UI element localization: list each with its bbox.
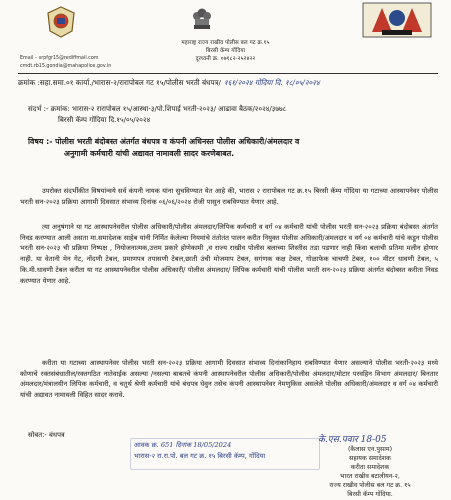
signatory-name: (कैलास एन.पुसाम): [347, 446, 393, 453]
state-emblem-icon: [188, 3, 216, 33]
paragraph-3: करीता या गटाच्या आस्थापनेवर पोलीस भरती सन-२०२३ प्रक्रिया आगामी दिवसात संभाव्य दिनांकानिहाय राबविण्यात येणार असल्याने पोलीस भरती-२०२३ मध्ये कोणाचे रक्तसंबंधातील/रक्तगठित नातेवाईक असल्या /नसल्या बाबतचे कंपनी आस्थापनेवरील पोलीस अधिकारी/पोलीस अंमलदार/मोटार परवहिन विभाग अंमलदार/ बिनतार अंमलदार/मंत्रालयीन लिपिक कर्मचारी, व चतुर्थ श्रेणी कर्मचारी यांचे बंधपत्र घेवुन तसेच कंपनी आस्थापनेवर नेमणुकिस असलेले पोलीस अधिकारी/अंमलदार व वर्ग ०४ कर्मचारी यांची अद्यावत नामावली विहित सादर करावे.: [20, 359, 438, 400]
handwritten-signature: के.एस.पवार 18-05: [318, 435, 387, 445]
enclosure-note: सोबत:- बंधपत्र: [28, 431, 65, 439]
header-place: बिरसी कॅम्प गोंदिया: [205, 48, 246, 54]
inward-office: भारास-२ रा.रा.पो. बल गट क्र. १५ बिरसी कॅम्प, गोंदिया: [134, 452, 266, 460]
header-title: महाराष्ट्र राज्य राखीव पोलीस बल गट क्र.१५: [181, 40, 270, 46]
reference-handwritten: १६१/२०२४ गोंदिया दि. १८/०५/२०२४: [223, 78, 320, 87]
reference-label: संदर्भ :-: [28, 105, 49, 113]
header-divider: [18, 73, 438, 74]
reference-number: [18, 78, 438, 88]
subject-line-2: अनुगामी कर्मचारी यांची अद्यावत नामावली सादर करणेबाबत.: [64, 149, 235, 158]
letterhead: [0, 0, 451, 78]
inward-handwritten: 651 दिनांक 18/05/2024: [160, 441, 232, 449]
header-email-official: cmdt.rb15.gondia@mahapolice.gov.in: [20, 64, 112, 69]
reference-line-2: बिरसी कॅम्प गोंदिया दि.१५/०५/२०२४: [58, 116, 151, 124]
signatory-unit-1: भारत राखीव बटालीयन-२,: [340, 473, 400, 480]
inward-number-line: [134, 440, 231, 449]
signatory-for: करीता समादेशक: [350, 464, 390, 471]
inward-stamp: [130, 438, 320, 470]
reference-block: [28, 104, 438, 126]
battalion-crest-icon: [362, 2, 432, 38]
subject-line-1: पोलीस भरती बंदोबस्त अंतर्गत बंधपत्र व कंपनी अधिनस्त पोलीस अधिकारी/अंमलदार व: [55, 137, 300, 146]
inward-label: आवक क्र.: [134, 441, 159, 449]
subject-label: विषय :-: [28, 137, 53, 146]
header-email: Email – srpfgr15@rediffmail.com: [20, 56, 99, 61]
signature-block: [300, 432, 440, 499]
reference-line-1: क्रमांक: भारास-२ रारापोबल १५/आस्था-३/पो.शिपाई भरती-२०२३/ आढावा बैठक/२०२४/३७७८: [50, 105, 287, 113]
signatory-place: बिरसी कॅम्प गोंदिया.: [347, 491, 393, 498]
paragraph-1: उपरोक्त संदर्भीकीत विषयांन्वये सर्व कंपनी नायक यांना सुचविण्यात येत आहे की, भारास २ रारापोबल गट क्र.१५ बिरसी कॅम्प गोंदिया या गटाच्या आस्थापनेवर पोलीस भरती सन-२०२३ प्रक्रिया आगामी दिवसात संभाव्य दिनांक ०६/०६/२०२४ रोजी पासुन राबविण्यात येणार आहे.: [20, 187, 438, 206]
header-phone: दूरध्वनी क्र. ०७१८२-२५२४२२: [195, 56, 256, 62]
signatory-unit-2: राज्य राखीव पोलीस बल गट क्र. १५: [329, 482, 411, 489]
signatory-designation: सहायक समादेशक: [349, 455, 391, 462]
police-emblem-icon: [43, 5, 79, 39]
paragraph-2: त्या अनुषंगाने या गट आस्थापनेवरील पोलीस अधिकारी/पोलीस अंमलदार/लिपिक कर्मचारी व वर्ग ०४ कर्मचारी यांची पोलीस भरती सन-२०२३ प्रक्रिया बंदोबस्त अंतर्गत निवड करण्यात आली असता मा.समादेशक साहेब यांनी निर्मित केलेल्या नियमांचे तंतोतंत पालन करीत नियुक्त पोलीस अधिकारी/अंमलदार व वर्ग ०४ कर्मचारी यांचे कडून पोलीस भरती सन-२०२३ ची प्रक्रिया निष्पक्ष , नियोजनात्मक,उत्तम प्रकारे होणेकामी ,व राज्य राखीव पोलीस बलाच्या शिस्तीस तडा पडणार नाही किंवा बलाची प्रतिमा मलीन होणार नाही. या वेतानी मेन गेट, नोंदणी टेबल, प्रमाणपत्र तपासणी टेबल,छाती उंची मोजमाप टेबल, सगंणक कक्ष टेबल, गोळाफेक चाचणी टेबल, १०० मीटर धावणी टेबल, ५ कि.मी.धावणी टेबल करीता या गट आस्थापनेवरील पोलीस अधिकारी/ पोलीस अंमलदार/ लिपिक कर्मचारी यांची पोलीस भरती सन-२०२३ प्रक्रिया अंतर्गत बंदोबस्त करीता निवड करण्यात येणार आहे.: [20, 223, 438, 285]
reference-printed: क्रमांक :सहा.समा.०१ कार्या./भारास-२/रारापोबल गट १५/पोलीस भरती बंधपत्र/: [18, 78, 221, 87]
subject-block: [28, 136, 438, 160]
